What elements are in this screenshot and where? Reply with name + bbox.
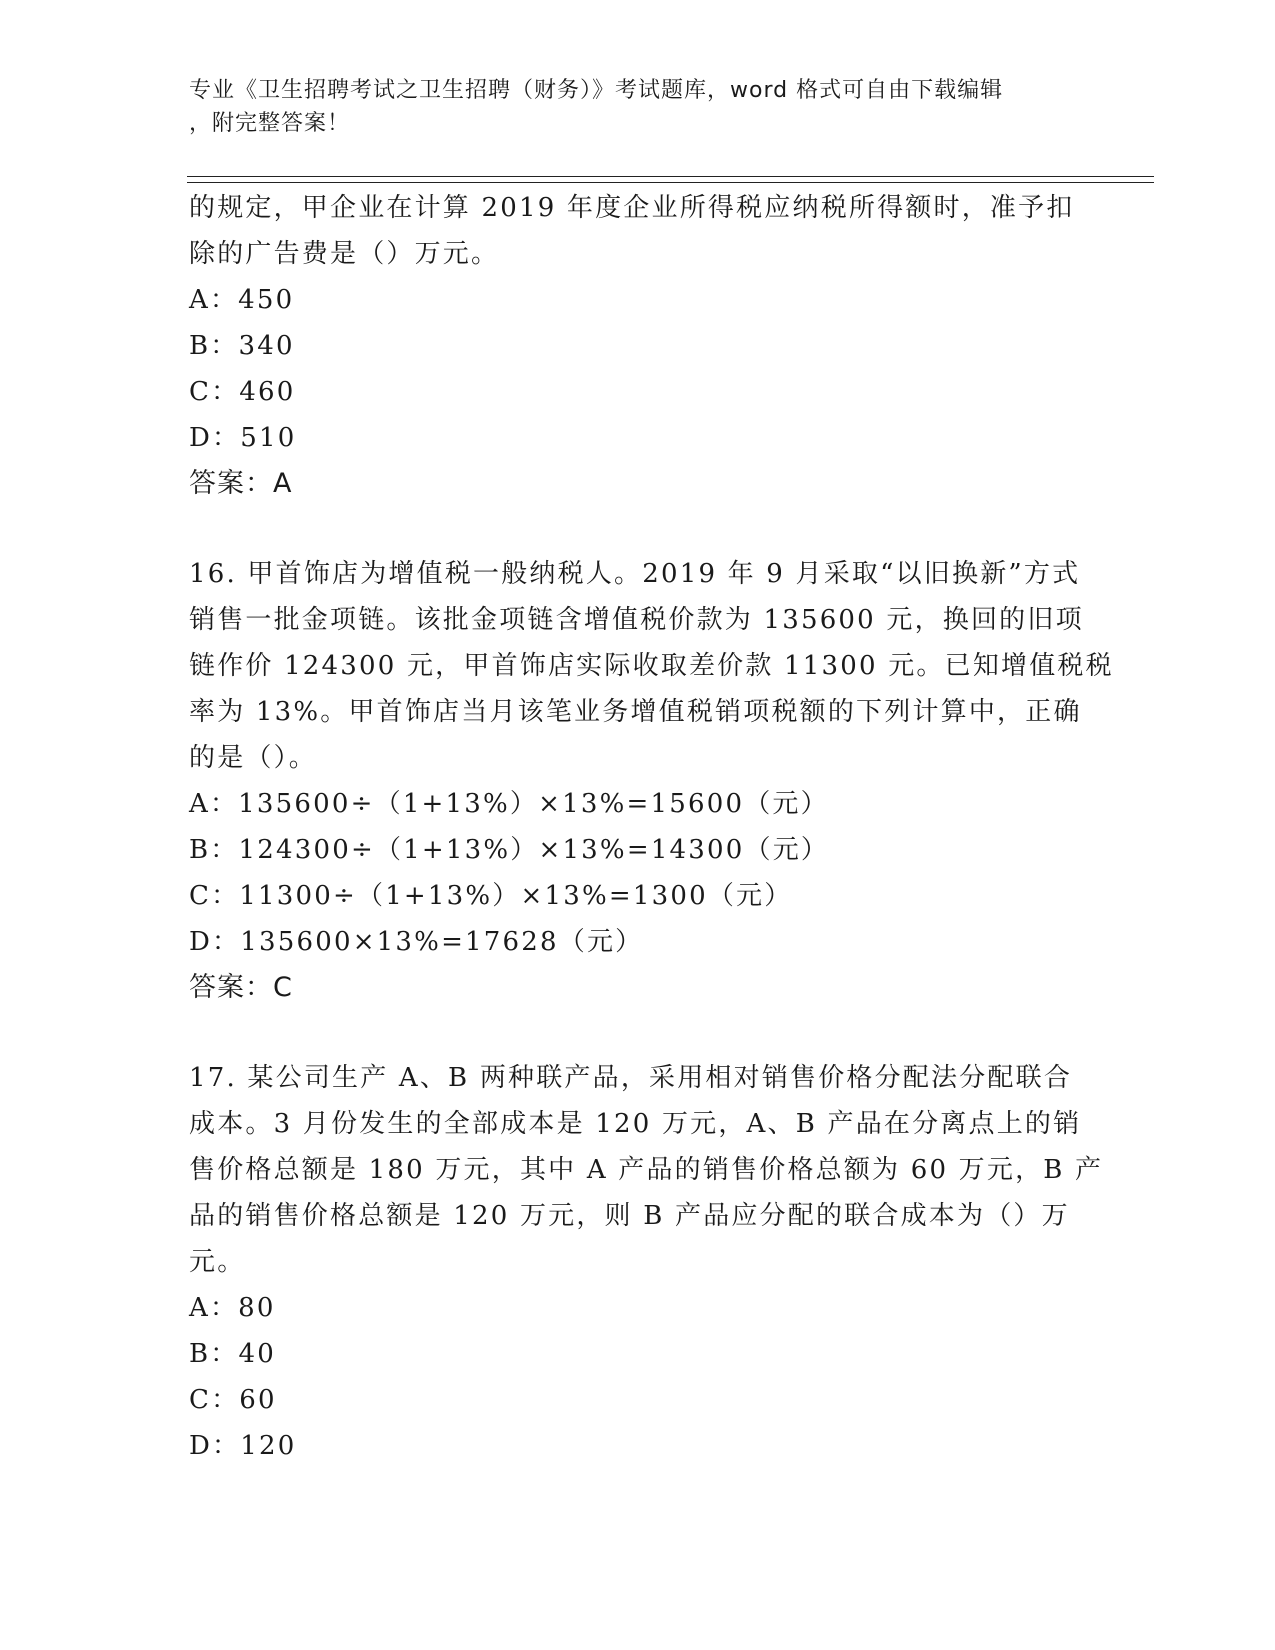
option-b: B：40	[189, 1339, 276, 1369]
option-b: B：340	[189, 331, 295, 361]
question-stem-line: 销售一批金项链。该批金项链含增值税价款为 135600 元，换回的旧项	[189, 605, 1084, 635]
document-header	[189, 74, 1089, 140]
header-divider-top	[187, 176, 1154, 177]
header-divider-bottom	[187, 182, 1154, 183]
option-b: B：124300÷（1+13%）×13%=14300（元）	[189, 835, 830, 865]
question-17	[189, 1055, 1104, 1469]
question-stem-line: 的规定，甲企业在计算 2019 年度企业所得税应纳税所得额时，准予扣	[189, 193, 1075, 223]
question-stem-line: 除的广告费是（）万元。	[189, 239, 500, 269]
question-stem-line: 率为 13%。甲首饰店当月该笔业务增值税销项税额的下列计算中，正确	[189, 697, 1082, 727]
option-a: A：135600÷（1+13%）×13%=15600（元）	[189, 789, 829, 819]
question-stem-line: 售价格总额是 180 万元，其中 A 产品的销售价格总额为 60 万元，B 产	[189, 1155, 1104, 1185]
question-stem-line: 成本。3 月份发生的全部成本是 120 万元，A、B 产品在分离点上的销	[189, 1109, 1082, 1139]
question-stem-line: 的是（）。	[189, 743, 318, 773]
option-c: C：11300÷（1+13%）×13%=1300（元）	[189, 881, 793, 911]
question-stem-line: 链作价 124300 元，甲首饰店实际收取差价款 11300 元。已知增值税税	[189, 651, 1114, 681]
question-list	[189, 185, 1114, 1469]
question-stem-line: 元。	[189, 1247, 246, 1277]
option-d: D：135600×13%=17628（元）	[189, 927, 644, 957]
answer: 答案：A	[189, 468, 293, 499]
option-a: A：80	[189, 1293, 276, 1323]
option-a: A：450	[189, 285, 295, 315]
option-c: C：460	[189, 377, 296, 407]
option-d: D：510	[189, 423, 297, 453]
header-line-2: ，附完整答案！	[189, 111, 351, 136]
option-c: C：60	[189, 1385, 277, 1415]
header-line-1: 专业《卫生招聘考试之卫生招聘（财务）》考试题库，word 格式可自由下载编辑	[189, 78, 1004, 103]
question-16	[189, 551, 1114, 1011]
question-15	[189, 185, 1089, 507]
question-stem-line: 17. 某公司生产 A、B 两种联产品，采用相对销售价格分配法分配联合	[189, 1063, 1073, 1093]
question-stem-line: 品的销售价格总额是 120 万元，则 B 产品应分配的联合成本为（）万	[189, 1201, 1070, 1231]
option-d: D：120	[189, 1431, 297, 1461]
answer: 答案：C	[189, 972, 293, 1003]
question-stem-line: 16. 甲首饰店为增值税一般纳税人。2019 年 9 月采取“以旧换新”方式	[189, 559, 1081, 589]
